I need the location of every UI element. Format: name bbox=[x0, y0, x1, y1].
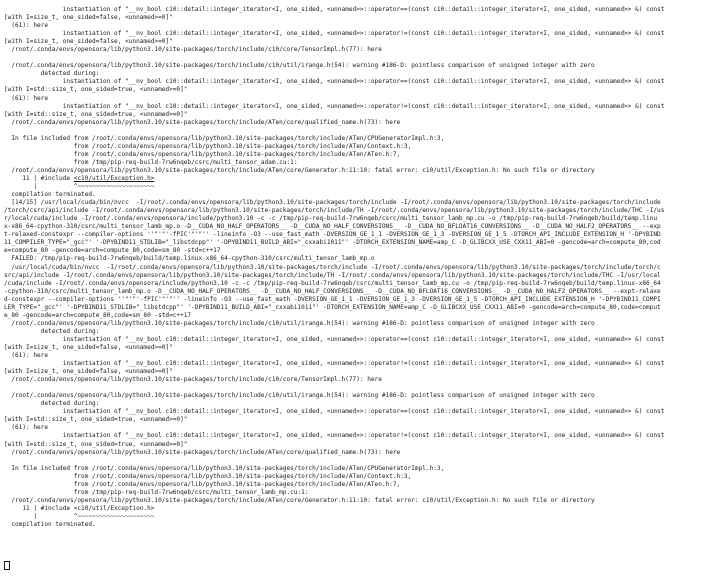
terminal-line: [with I=size_t, one_sided=false, <unnamed>=0]" bbox=[4, 368, 173, 376]
terminal-line: e=compute_80 -gencode=arch=compute_80,code=sm_80 -std=c++17 bbox=[4, 247, 221, 255]
terminal-line: /root/.conda/envs/opensora/lib/python3.10/site-packages/torch/include/ATen/core/Generator.h:11:10: fatal error: c10/util/Exception.h: No such file or directory bbox=[4, 166, 595, 174]
terminal-line: In file included from /root/.conda/envs/opensora/lib/python3.10/site-packages/torch/include/ATen/CPUGeneratorImpl.h:3, bbox=[4, 464, 445, 472]
terminal-line: [14/15] /usr/local/cuda/bin/nvcc -I/root/.conda/envs/opensora/lib/python3.10/site-packages/torch/include -I/root/.conda/envs/opensora/lib/python3.10/site-packages/torch/include bbox=[4, 199, 661, 207]
terminal-line: /root/.conda/envs/opensora/lib/python3.10/site-packages/torch/include/c10/util/irange.h(54): warning #186-D: pointless comparison of unsigned integer with zero bbox=[4, 392, 595, 400]
terminal-line: (61): here bbox=[4, 424, 49, 432]
terminal-line: from /tmp/pip-req-build-7rw6nqeb/csrc/multi_tensor_lamb_mp.cu:1: bbox=[4, 488, 309, 496]
terminal-line: [with I=size_t, one_sided=false, <unnamed>=0]" bbox=[4, 343, 173, 351]
terminal-line: (61): here bbox=[4, 94, 49, 102]
terminal-line: | ^~~~~~~~~~~~~~~~~~~~~~ bbox=[4, 512, 155, 520]
terminal-line: /root/.conda/envs/opensora/lib/python3.10/site-packages/torch/include/c10/core/TensorImpl.h(77): here bbox=[4, 46, 382, 54]
terminal-line: /root/.conda/envs/opensora/lib/python3.10/site-packages/torch/include/ATen/core/qualified_name.h(73): here bbox=[4, 448, 401, 456]
terminal-line: 11_COMPILER_TYPE="_gcc"' '-DPYBIND11_STDLIB="_libstdcpp"' '-DPYBIND11_BUILD_ABI="_cxxabi1011"' -DTORCH_EXTENSION_NAME=amp_C -D_GLIBCXX_USE_CXX11_ABI=0 -gencode=arch=compute_80,cod bbox=[4, 239, 661, 247]
terminal-line bbox=[4, 127, 720, 135]
terminal-line: instantiation of "__nv_bool c10::detail::integer_iterator<I, one_sided, <unnamed>>::operator!=(const c10::detail::integer_iterator<I, one_sided, <unnamed>> &) const bbox=[4, 432, 665, 440]
terminal-line: r/local/cuda/include -I/root/.conda/envs/opensora/include/python3.10 -c -c /tmp/pip-req-build-7rw6nqeb/csrc/multi_tensor_lamb_mp.cu -o /tmp/pip-req-build-7rw6nqeb/build/temp.linu bbox=[4, 215, 658, 223]
terminal-line: compilation terminated. bbox=[4, 191, 96, 199]
terminal-line: /root/.conda/envs/opensora/lib/python3.10/site-packages/torch/include/c10/core/TensorImpl.h(77): here bbox=[4, 376, 382, 384]
terminal-line: from /root/.conda/envs/opensora/lib/python3.10/site-packages/torch/include/ATen/Context.h:3, bbox=[4, 472, 412, 480]
terminal-cursor bbox=[4, 561, 10, 570]
terminal-line: FAILED: /tmp/pip-req-build-7rw6nqeb/build/temp.linux-x86_64-cpython-310/csrc/multi_tensor_lamb_mp.o bbox=[4, 255, 375, 263]
terminal-line: e_80 -gencode=arch=compute_80,code=sm_80 -std=c++17 bbox=[4, 311, 192, 319]
terminal-line: from /root/.conda/envs/opensora/lib/python3.10/site-packages/torch/include/ATen/ATen.h:7, bbox=[4, 150, 401, 158]
terminal-line: (61): here bbox=[4, 352, 49, 360]
terminal-line: -cpython-310/csrc/multi_tensor_lamb_mp.o -D__CUDA_NO_HALF_OPERATORS__ -D__CUDA_NO_HALF_CONVERSIONS__ -D__CUDA_NO_BFLOAT16_CONVERSIONS__ -D__CUDA_NO_HALF2_OPERATORS__ --expt-relaxe bbox=[4, 287, 661, 295]
terminal-line: from /root/.conda/envs/opensora/lib/python3.10/site-packages/torch/include/ATen/ATen.h:7, bbox=[4, 480, 401, 488]
terminal-line: /usr/local/cuda/bin/nvcc -I/root/.conda/envs/opensora/lib/python3.10/site-packages/torch/include -I/root/.conda/envs/opensora/lib/python3.10/site-packages/torch/include/torch/c bbox=[4, 263, 661, 271]
terminal-line: | ^~~~~~~~~~~~~~~~~~~~~~ bbox=[4, 183, 155, 191]
terminal-line: /root/.conda/envs/opensora/lib/python3.10/site-packages/torch/include/ATen/core/Generator.h:11:10: fatal error: c10/util/Exception.h: No such file or directory bbox=[4, 496, 595, 504]
terminal-line: instantiation of "__nv_bool c10::detail::integer_iterator<I, one_sided, <unnamed>>::operator==(const c10::detail::integer_iterator<I, one_sided, <unnamed>> &) const bbox=[4, 6, 665, 13]
terminal-line: [with I=std::size_t, one_sided=true, <unnamed>=0]" bbox=[4, 440, 188, 448]
terminal-line: instantiation of "__nv_bool c10::detail::integer_iterator<I, one_sided, <unnamed>>::operator!=(const c10::detail::integer_iterator<I, one_sided, <unnamed>> &) const bbox=[4, 102, 665, 110]
terminal-line: /root/.conda/envs/opensora/lib/python3.10/site-packages/torch/include/c10/util/irange.h(54): warning #186-D: pointless comparison of unsigned integer with zero bbox=[4, 62, 595, 70]
terminal-line: /root/.conda/envs/opensora/lib/python3.10/site-packages/torch/include/ATen/core/qualified_name.h(73): here bbox=[4, 118, 401, 126]
terminal-line: [with I=std::size_t, one_sided=true, <unnamed>=0]" bbox=[4, 110, 188, 118]
terminal-line: src/api/include -I/root/.conda/envs/opensora/lib/python3.10/site-packages/torch/include/TH -I/root/.conda/envs/opensora/lib/python3.10/site-packages/torch/include/THC -I/usr/local bbox=[4, 271, 661, 279]
terminal-line: LER_TYPE="_gcc"' '-DPYBIND11_STDLIB="_libstdcpp"' '-DPYBIND11_BUILD_ABI="_cxxabi1011"' -DTORCH_EXTENSION_NAME=amp_C -D_GLIBCXX_USE_CXX11_ABI=0 -gencode=arch=compute_80,code=comput bbox=[4, 303, 661, 311]
terminal-line: 11 | #include <c10/util/Exception.h> bbox=[4, 504, 155, 512]
terminal-line bbox=[4, 54, 720, 62]
terminal-line: instantiation of "__nv_bool c10::detail::integer_iterator<I, one_sided, <unnamed>>::operator==(const c10::detail::integer_iterator<I, one_sided, <unnamed>> &) const bbox=[4, 78, 665, 86]
terminal-line: instantiation of "__nv_bool c10::detail::integer_iterator<I, one_sided, <unnamed>>::operator!=(const c10::detail::integer_iterator<I, one_sided, <unnamed>> &) const bbox=[4, 360, 665, 368]
terminal-line: detected during: bbox=[4, 327, 100, 335]
terminal-line: compilation terminated. bbox=[4, 521, 96, 528]
terminal-line: detected during: bbox=[4, 70, 100, 78]
terminal-line: In file included from /root/.conda/envs/opensora/lib/python3.10/site-packages/torch/include/ATen/CPUGeneratorImpl.h:3, bbox=[4, 134, 445, 142]
terminal-line: [with I=std::size_t, one_sided=true, <unnamed>=0]" bbox=[4, 416, 188, 424]
terminal-line bbox=[4, 457, 720, 465]
terminal-line: instantiation of "__nv_bool c10::detail::integer_iterator<I, one_sided, <unnamed>>::operator==(const c10::detail::integer_iterator<I, one_sided, <unnamed>> &) const bbox=[4, 408, 665, 416]
terminal-line: (61): here bbox=[4, 22, 49, 30]
terminal-line bbox=[4, 384, 720, 392]
include-path-link: <c10/util/Exception.h> bbox=[73, 174, 155, 182]
terminal-line: instantiation of "__nv_bool c10::detail::integer_iterator<I, one_sided, <unnamed>>::operator!=(const c10::detail::integer_iterator<I, one_sided, <unnamed>> &) const bbox=[4, 30, 665, 38]
terminal-line: instantiation of "__nv_bool c10::detail::integer_iterator<I, one_sided, <unnamed>>::operator==(const c10::detail::integer_iterator<I, one_sided, <unnamed>> &) const bbox=[4, 335, 665, 343]
terminal-line: [with I=size_t, one_sided=false, <unnamed>=0]" bbox=[4, 14, 173, 22]
terminal-line: from /tmp/pip-req-build-7rw6nqeb/csrc/multi_tensor_adam.cu:1: bbox=[4, 158, 298, 166]
terminal-line: x-x86_64-cpython-310/csrc/multi_tensor_lamb_mp.o -D__CUDA_NO_HALF_OPERATORS__ -D__CUDA_NO_HALF_CONVERSIONS__ -D__CUDA_NO_BFLOAT16_CONVERSIONS__ -D__CUDA_NO_HALF2_OPERATORS__ --exp bbox=[4, 223, 661, 231]
terminal-line: /torch/csrc/api/include -I/root/.conda/envs/opensora/lib/python3.10/site-packages/torch/include/TH -I/root/.conda/envs/opensora/lib/python3.10/site-packages/torch/include/THC -I/us bbox=[4, 207, 665, 215]
terminal-line: [with I=size_t, one_sided=false, <unnamed>=0]" bbox=[4, 38, 173, 46]
terminal-output bbox=[4, 6, 720, 529]
terminal-line: 11 | #include <c10/util/Exception.h> bbox=[4, 174, 155, 182]
terminal-line: /root/.conda/envs/opensora/lib/python3.10/site-packages/torch/include/c10/util/irange.h(54): warning #186-D: pointless comparison of unsigned integer with zero bbox=[4, 319, 595, 327]
terminal-line: /cuda/include -I/root/.conda/envs/opensora/include/python3.10 -c -c /tmp/pip-req-build-7rw6nqeb/csrc/multi_tensor_lamb_mp.cu -o /tmp/pip-req-build-7rw6nqeb/build/temp.linux-x86_64 bbox=[4, 279, 661, 287]
terminal-line: d-constexpr --compiler-options ''"'"'-fPIC'"'"'' -lineinfo -O3 --use_fast_math -DVERSION_GE_1_1 -DVERSION_GE_1_3 -DVERSION_GE_1_5 -DTORCH_API_INCLUDE_EXTENSION_H '-DPYBIND11_COMPI bbox=[4, 295, 661, 303]
terminal-line: t-relaxed-constexpr --compiler-options ''"'"'-fPIC'"'"'' -lineinfo -O3 --use_fast_math -DVERSION_GE_1_1 -DVERSION_GE_1_3 -DVERSION_GE_1_5 -DTORCH_API_INCLUDE_EXTENSION_H '-DPYBIND bbox=[4, 231, 661, 239]
terminal-line: detected during: bbox=[4, 400, 100, 408]
terminal-line: [with I=std::size_t, one_sided=true, <unnamed>=0]" bbox=[4, 86, 188, 94]
terminal-line: from /root/.conda/envs/opensora/lib/python3.10/site-packages/torch/include/ATen/Context.h:3, bbox=[4, 142, 412, 150]
